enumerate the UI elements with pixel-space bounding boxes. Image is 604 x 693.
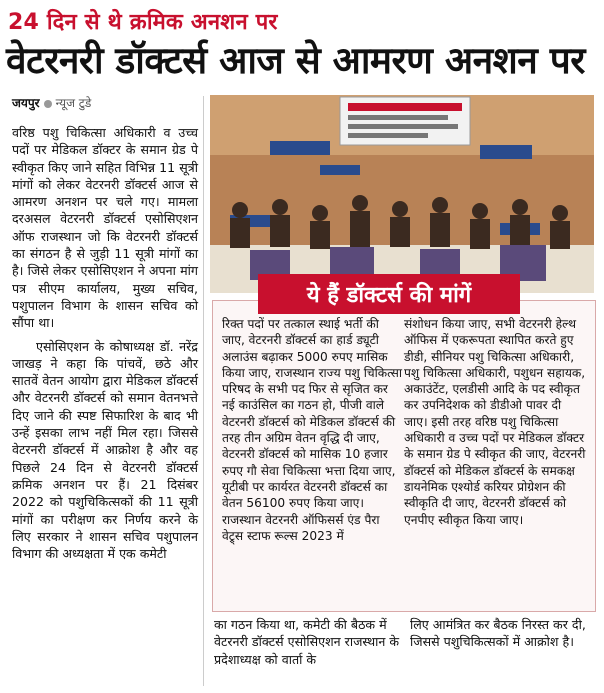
left-column — [12, 124, 198, 568]
continued-text-1: का गठन किया था, कमेटी की बैठक में वेटरनरी डॉक्टर्स एसोसिएशन राजस्थान के प्रदेशाध्यक्ष को वार्ता के — [214, 617, 400, 667]
news-photo-illustration — [210, 95, 594, 293]
dateline — [12, 94, 91, 111]
left-paragraph-1: वरिष्ठ पशु चिकित्सा अधिकारी व उच्च पदों पर मेडिकल डॉक्टर के समान ग्रेड पे स्वीकृत किए जाने सहित विभिन्न 11 सूत्री मांगों को लेकर वेटरनरी डॉक्टर्स आज से आमरण अनशन पर चले गए। मामला दरअसल वेटरनरी डॉक्टर्स एसोसिएशन ऑफ राजस्थान जो कि वेटरनरी डॉक्टर्स का संगठन है से जुड़ी 11 सूत्री मांगों का है। जिसे लेकर एसोसिएशन ने अपना मांग पत्र सीएम कार्यालय, मुख्य सचिव, पशुपालन विभाग के शासन सचिव को सौंपा था। — [12, 125, 198, 331]
column-divider — [203, 96, 204, 686]
dateline-dot-icon — [44, 100, 52, 108]
main-headline: वेटरनरी डॉक्टर्स आज से आमरण अनशन पर — [6, 39, 585, 82]
dateline-source: न्यूज टुडे — [55, 96, 92, 110]
demands-box-title: ये हैं डॉक्टर्स की मांगें — [258, 274, 520, 314]
news-photo — [210, 95, 594, 293]
demands-column-2: संशोधन किया जाए, सभी वेटरनरी हेल्थ ऑफिस में एकरूपता स्थापित करते हुए डीडी, सीनियर पशु चिकित्सा अधिकारी, पशु चिकित्सा अधिकारी, पशुधन सहायक, अकाउंटेंट, एलडीसी आदि के पद स्वीकृत कर उपनिदेशक को डीडीओ पावर दी जाए। इसी तरह वरिष्ठ पशु चिकित्सा अधिकारी व उच्च पदों पर मेडिकल डॉक्टर के समान ग्रेड पे स्वीकृत की जाए, वेटरनरी डॉक्टर्स को मेडिकल डॉक्टर्स के समकक्ष डायनेमिक एश्योर्ड करियर प्रोग्रेशन की स्वीकृति दी जाए, वेटरनरी डॉक्टर्स को एनपीए स्वीकृत किया जाए। — [404, 317, 586, 527]
demands-column-1: रिक्त पदों पर तत्काल स्थाई भर्ती की जाए, वेटरनरी डॉक्टर्स का हार्ड ड्यूटी अलाउंस बढ़ाकर 5000 रुपए मासिक किया जाए, राजस्थान राज्य पशु चिकित्सा परिषद के सभी पद फिर से सृजित कर नई काउंसिल का गठन हो, पीजी वाले वेटरनरी डॉक्टर्स को मेडिकल डॉक्टर्स की तरह तीन अग्रिम वेतन वृद्धि दी जाए, वेटरनरी डॉक्टर्स को मासिक 10 हजार रुपए गौ सेवा चिकित्सा भत्ता दिया जाए, यूटीबी पर कार्यरत वेटरनरी डॉक्टर्स का वेतन 56100 रुपए किया जाए। राजस्थान वेटरनरी ऑफिसर्स एंड पैरा वेट्र्स स्टाफ रूल्स 2023 में — [222, 317, 402, 543]
dateline-city: जयपुर — [12, 96, 40, 110]
kicker-headline: 24 दिन से थे क्रमिक अनशन पर — [8, 10, 278, 35]
left-paragraph-2: एसोसिएशन के कोषाध्यक्ष डॉ. नरेंद्र जाखड़ ने कहा कि पांचवें, छठे और सातवें वेतन आयोग द्वारा मेडिकल डॉक्टर्स और वेटरनरी डॉक्टर्स को समान वेतनभत्ते दिए जाने की स्पष्ट सिफारिश के बाद भी उन्हें इसका लाभ नहीं मिल रहा। जिससे वेटरनरी डॉक्टर्स में आक्रोश है और वह पिछले 24 दिन से वेटरनरी डॉक्टर्स क्रमिक अनशन पर हैं। 21 दिसंबर 2022 को पशुचिकित्सकों की 11 सूत्री मांगों का परीक्षण कर निर्णय करने के लिए सरकार ने शासन सचिव पशुपालन विभाग की अध्यक्षता में एक कमेटी — [12, 338, 198, 562]
continued-text-2: लिए आमंत्रित कर बैठक निरस्त कर दी, जिससे पशुचिकित्सकों में आक्रोश है। — [410, 617, 586, 650]
